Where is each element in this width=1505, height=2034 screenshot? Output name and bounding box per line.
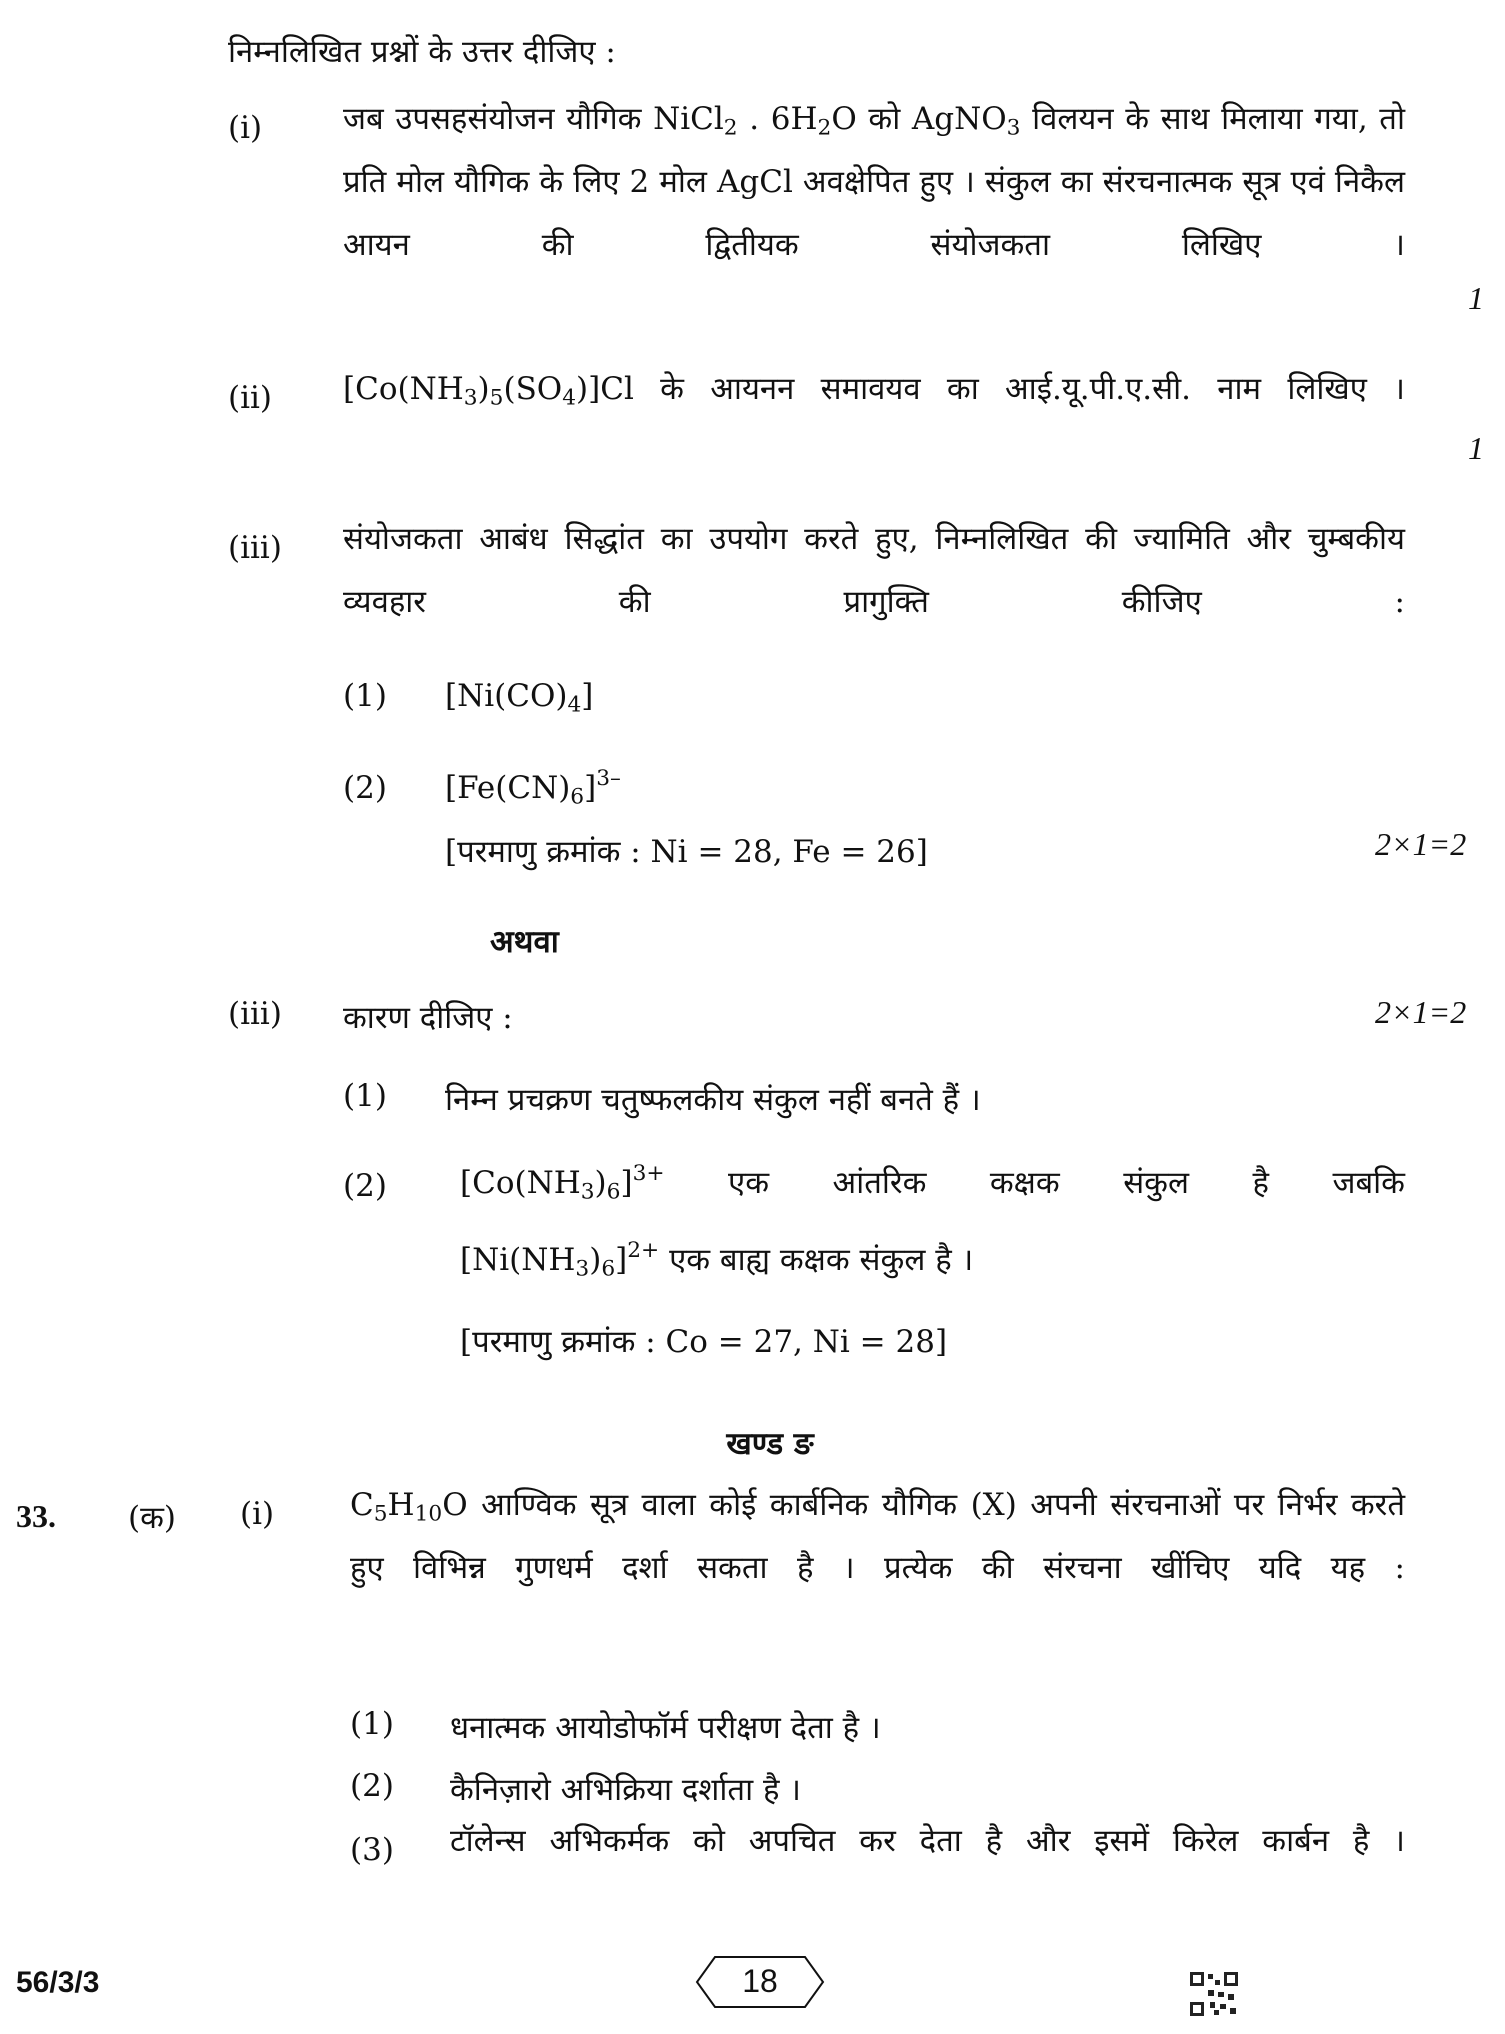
- q-iii-marks: 2×1=2: [1375, 826, 1467, 862]
- q33-item-3-text: टॉलेन्स अभिकर्मक को अपचित कर देता है और इसमें किरेल कार्बन है ।: [450, 1823, 1405, 1859]
- intro-text: निम्नलिखित प्रश्नों के उत्तर दीजिए :: [228, 34, 616, 70]
- q-iii-alt-marks: 2×1=2: [1375, 994, 1467, 1030]
- q-i-label: (i): [228, 110, 263, 146]
- q33-number: 33.: [16, 1498, 56, 1534]
- q-ii-text: $[Co(NH_3)_5(SO_4)]Cl$ के आयनन समावयव का आई.यू.पी.ए.सी. नाम लिखिए ।: [343, 371, 1405, 411]
- qr-code-icon: [1190, 1972, 1238, 2016]
- q33-label: (i): [240, 1496, 275, 1532]
- q-iii-alt-sub2-label: (2): [343, 1168, 387, 1204]
- q-iii-label: (iii): [228, 530, 282, 566]
- paper-code: 56/3/3: [16, 1966, 100, 1999]
- or-separator: अथवा: [490, 924, 559, 960]
- q-iii-alt-sub2-text-line2: $[Ni(NH_3)_6]^{2+}$ एक बाह्य कक्षक संकुल है ।: [460, 1237, 974, 1282]
- q33-text: $C_5H_{10}O$ आण्विक सूत्र वाला कोई कार्बनिक यौगिक (X) अपनी संरचनाओं पर निर्भर करते हुए विभिन्न गुणधर्म दर्शा सकता है । प्रत्येक की संरचना खींचिए यदि यह :: [350, 1487, 1405, 1586]
- page-number: 18: [742, 1963, 778, 1999]
- q-iii-sub1-formula: $[Ni(CO)_4]$: [445, 678, 594, 718]
- q-iii-alt-label: (iii): [228, 996, 282, 1032]
- q-iii-sub2-formula: $[Fe(CN)_6]^{3-}$: [445, 765, 621, 810]
- q33-item-1-label: (1): [350, 1706, 394, 1742]
- q-iii-text: संयोजकता आबंध सिद्धांत का उपयोग करते हुए, निम्नलिखित की ज्यामिति और चुम्बकीय व्यवहार की प्रागुक्ति कीजिए :: [343, 521, 1405, 620]
- q-iii-alt-atomic-numbers: [परमाणु क्रमांक : Co = 27, Ni = 28]: [460, 1324, 948, 1360]
- section-title: खण्ड ङ: [726, 1426, 814, 1462]
- q33-item-2-label: (2): [350, 1768, 394, 1804]
- q33-item-3-label: (3): [350, 1832, 394, 1868]
- q-iii-alt-sub2-text: $[Co(NH_3)_6]^{3+}$ एक आंतरिक कक्षक संकुल है जबकि: [460, 1160, 1405, 1205]
- q-iii-atomic-numbers: [परमाणु क्रमांक : Ni = 28, Fe = 26]: [445, 834, 928, 870]
- q-iii-alt-sub1-text: निम्न प्रचक्रण चतुष्फलकीय संकुल नहीं बनते हैं ।: [445, 1082, 981, 1118]
- page-number-badge: [695, 1955, 825, 2009]
- q33-item-1-text: धनात्मक आयोडोफॉर्म परीक्षण देता है ।: [450, 1710, 881, 1746]
- q-iii-alt-sub1-label: (1): [343, 1078, 387, 1114]
- q-iii-sub2-label: (2): [343, 770, 387, 806]
- q-i-marks: 1: [1468, 280, 1484, 316]
- q33-part: (क): [128, 1500, 176, 1536]
- q-ii-marks: 1: [1468, 430, 1484, 466]
- q-ii-label: (ii): [228, 380, 273, 416]
- q-i-text: जब उपसहसंयोजन यौगिक NiCl$_2$ . $6H_2O$ को AgNO$_3$ विलयन के साथ मिलाया गया, तो प्रति मोल यौगिक के लिए 2 मोल AgCl अवक्षेपित हुए । संकुल का संरचनात्मक सूत्र एवं निकैल आयन की द्वितीयक संयोजकता लिखिए ।: [343, 101, 1406, 263]
- q-iii-sub1-label: (1): [343, 678, 387, 714]
- q-iii-alt-text: कारण दीजिए :: [343, 1000, 513, 1036]
- q33-item-2-text: कैनिज़ारो अभिक्रिया दर्शाता है ।: [450, 1772, 802, 1808]
